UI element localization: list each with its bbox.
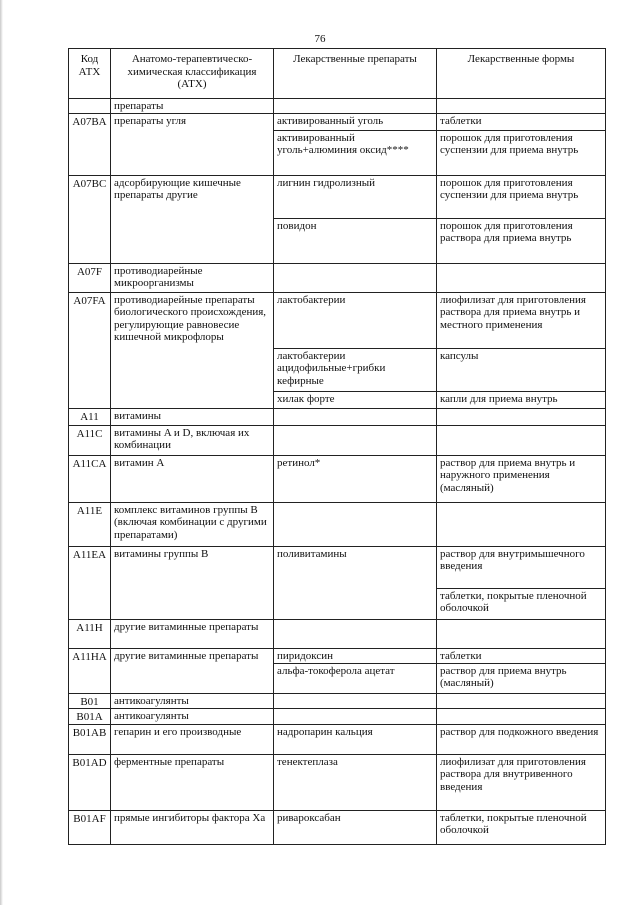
atx-name-cell: антикоагулянты: [111, 693, 274, 709]
form-cell: раствор для приема внутрь и наружного применения (масляный): [437, 455, 606, 502]
form-cell: [437, 408, 606, 425]
atx-name-cell: прямые ингибиторы фактора Xa: [111, 810, 274, 844]
drug-cell: лактобактерии: [274, 292, 437, 348]
atx-name-cell: витамины: [111, 408, 274, 425]
table-header-row: [69, 49, 606, 99]
atx-name-cell: препараты: [111, 99, 274, 114]
atx-name-cell: ферментные препараты: [111, 754, 274, 810]
atx-code-cell: A11E: [69, 502, 111, 546]
drug-cell: тенектеплаза: [274, 754, 437, 810]
atx-code-cell: B01AF: [69, 810, 111, 844]
drug-cell: хилак форте: [274, 391, 437, 408]
atx-code-cell: B01A: [69, 709, 111, 725]
form-cell: [437, 693, 606, 709]
header-classification: Анатомо-терапевтическо-химическая классификация (АТХ): [111, 49, 274, 99]
table-row: [69, 502, 606, 546]
atx-code-cell: A11EA: [69, 546, 111, 619]
table-row: [69, 648, 606, 663]
atx-code-cell: A07BA: [69, 113, 111, 175]
atx-name-cell: витамин A: [111, 455, 274, 502]
form-cell: [437, 99, 606, 114]
atx-code-cell: A07BC: [69, 175, 111, 263]
atx-code-cell: A07FA: [69, 292, 111, 408]
drug-cell: пиридоксин: [274, 648, 437, 663]
form-cell: порошок для приготовления суспензии для приема внутрь: [437, 175, 606, 218]
header-code: Код АТХ: [69, 49, 111, 99]
form-cell: раствор для внутримышечного введения: [437, 546, 606, 588]
atx-name-cell: витамины группы B: [111, 546, 274, 619]
table-row: [69, 754, 606, 810]
table-row: [69, 709, 606, 725]
form-cell: таблетки: [437, 648, 606, 663]
form-cell: таблетки: [437, 113, 606, 130]
atx-code-cell: A07F: [69, 263, 111, 292]
atx-code-cell: [69, 99, 111, 114]
table-row: [69, 263, 606, 292]
atx-name-cell: гепарин и его производные: [111, 724, 274, 754]
form-cell: лиофилизат для приготовления раствора для внутривенного введения: [437, 754, 606, 810]
table-row: [69, 113, 606, 130]
table-row: [69, 425, 606, 455]
atx-name-cell: другие витаминные препараты: [111, 648, 274, 693]
atx-code-cell: B01AB: [69, 724, 111, 754]
drug-cell: альфа-токоферола ацетат: [274, 663, 437, 693]
drug-cell: [274, 99, 437, 114]
drug-cell: повидон: [274, 218, 437, 263]
atx-name-cell: противодиарейные препараты биологического происхождения, регулирующие равновесие кишечной микрофлоры: [111, 292, 274, 408]
form-cell: порошок для приготовления раствора для приема внутрь: [437, 218, 606, 263]
form-cell: раствор для подкожного введения: [437, 724, 606, 754]
table-row: [69, 99, 606, 114]
atx-name-cell: противодиарейные микроорганизмы: [111, 263, 274, 292]
form-cell: лиофилизат для приготовления раствора для приема внутрь и местного применения: [437, 292, 606, 348]
atx-table: [68, 48, 606, 845]
form-cell: [437, 709, 606, 725]
drug-cell: ретинол*: [274, 455, 437, 502]
atx-code-cell: A11H: [69, 619, 111, 648]
form-cell: таблетки, покрытые пленочной оболочкой: [437, 810, 606, 844]
atx-code-cell: A11: [69, 408, 111, 425]
table-row: [69, 292, 606, 348]
atx-name-cell: другие витаминные препараты: [111, 619, 274, 648]
table-row: [69, 546, 606, 588]
drug-cell: [274, 408, 437, 425]
form-cell: капли для приема внутрь: [437, 391, 606, 408]
drug-cell: [274, 709, 437, 725]
drug-cell: лигнин гидролизный: [274, 175, 437, 218]
drug-cell: [274, 425, 437, 455]
drug-cell: [274, 502, 437, 546]
atx-code-cell: B01: [69, 693, 111, 709]
drug-cell: надропарин кальция: [274, 724, 437, 754]
drug-cell: [274, 263, 437, 292]
atx-name-cell: витамины A и D, включая их комбинации: [111, 425, 274, 455]
form-cell: раствор для приема внутрь (масляный): [437, 663, 606, 693]
atx-code-cell: A11HA: [69, 648, 111, 693]
form-cell: [437, 619, 606, 648]
drug-cell: ривароксабан: [274, 810, 437, 844]
drug-cell: активированный уголь: [274, 113, 437, 130]
table-row: [69, 408, 606, 425]
drug-cell: [274, 619, 437, 648]
header-forms: Лекарственные формы: [437, 49, 606, 99]
table-row: [69, 724, 606, 754]
header-drugs: Лекарственные препараты: [274, 49, 437, 99]
drug-cell: лактобактерии ацидофильные+грибки кефирные: [274, 348, 437, 391]
drug-cell: активированный уголь+алюминия оксид****: [274, 130, 437, 175]
form-cell: порошок для приготовления суспензии для приема внутрь: [437, 130, 606, 175]
atx-name-cell: антикоагулянты: [111, 709, 274, 725]
table-row: [69, 175, 606, 218]
table-row: [69, 619, 606, 648]
form-cell: капсулы: [437, 348, 606, 391]
atx-code-cell: A11CA: [69, 455, 111, 502]
atx-code-cell: A11C: [69, 425, 111, 455]
atx-name-cell: препараты угля: [111, 113, 274, 175]
table-row: [69, 693, 606, 709]
form-cell: [437, 502, 606, 546]
page-edge-shadow: [0, 0, 3, 905]
form-cell: [437, 425, 606, 455]
table-row: [69, 810, 606, 844]
table-row: [69, 455, 606, 502]
drug-cell: [274, 693, 437, 709]
form-cell: [437, 263, 606, 292]
atx-name-cell: адсорбирующие кишечные препараты другие: [111, 175, 274, 263]
atx-code-cell: B01AD: [69, 754, 111, 810]
atx-name-cell: комплекс витаминов группы B (включая комбинации с другими препаратами): [111, 502, 274, 546]
page-number: 76: [314, 33, 326, 45]
form-cell: таблетки, покрытые пленочной оболочкой: [437, 588, 606, 619]
drug-cell: поливитамины: [274, 546, 437, 619]
